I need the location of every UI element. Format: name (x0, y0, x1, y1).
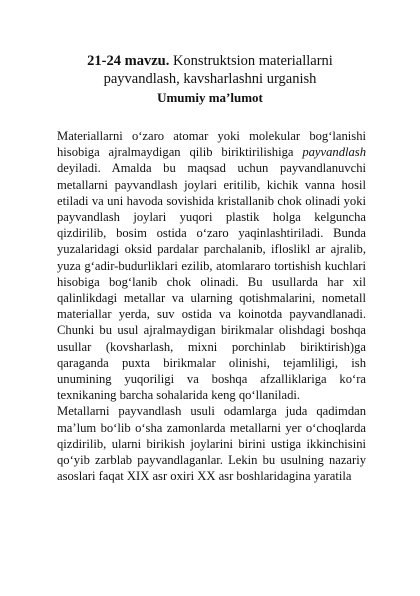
body-text (57, 128, 366, 484)
paragraph-1-text-a: Materiallarni o‘zaro atomar yoki molekular bog‘lanishi hisobiga ajralmaydigan qilib biriktirilishiga (57, 129, 366, 160)
paragraph-1-emphasis: payvandlash (302, 145, 366, 160)
topic-title-line1: Konstruktsion materiallarni (172, 53, 333, 69)
topic-title (50, 52, 370, 70)
section-subtitle: Umumiy ma’lumot (157, 90, 263, 105)
paragraph-1-text-b: deyiladi. Amalda bu maqsad uchun payvandlanuvchi metallarni payvandlash joylari eritilib, kichik vanna hosil etiladi va uni havoda sovishida kristallanib chok olinadi yoki payvandlash joylari yuqori plastik holga kelguncha qizdirilib, bosim ostida o‘zaro yaqinlashtiriladi. Bunda yuzalaridagi oksid pardalar parchalanib, ifloslikl ar ajralib, yuza g‘adir-budurliklari ezilib, atomlararo tortishish kuchlari hisobiga bog‘lanib chok olinadi. Bu usullarda har xil qalinlikdagi metallar va ularning qotishmalarini, nometall materiallar yerda, suv ostida va koinotda payvandlanadi. Chunki bu usul ajralmaydigan birikmalar olishdagi boshqa usullar (kovsharlash, mixni porchinlab biriktirish)ga qaraganda puxta birikmalar olinishi, tejamliligi, ish unumining yuqoriligi va boshqa afzalliklariga ko‘ra texnikaning barcha sohalarida keng qo‘llaniladi. (57, 161, 366, 403)
topic-number: 21-24 mavzu. (87, 53, 170, 69)
paragraph-2 (57, 403, 366, 484)
heading-block (50, 52, 370, 106)
topic-title-line2: payvandlash, kavsharlashni urganish (103, 71, 317, 87)
paragraph-2-text: Metallarni payvandlash usuli odamlarga juda qadimdan ma’lum bo‘lib o‘sha zamonlarda metallarni yer o‘choqlarda qizdirilib, ularni birikish joylarini birini ustiga ikkinchisini qo‘yib zarblab payvandlaganlar. Lekin bu usulning nazariy asoslari faqat XIX asr oxiri XX asr boshlaridagina yaratila (57, 404, 366, 484)
paragraph-1 (57, 128, 366, 403)
